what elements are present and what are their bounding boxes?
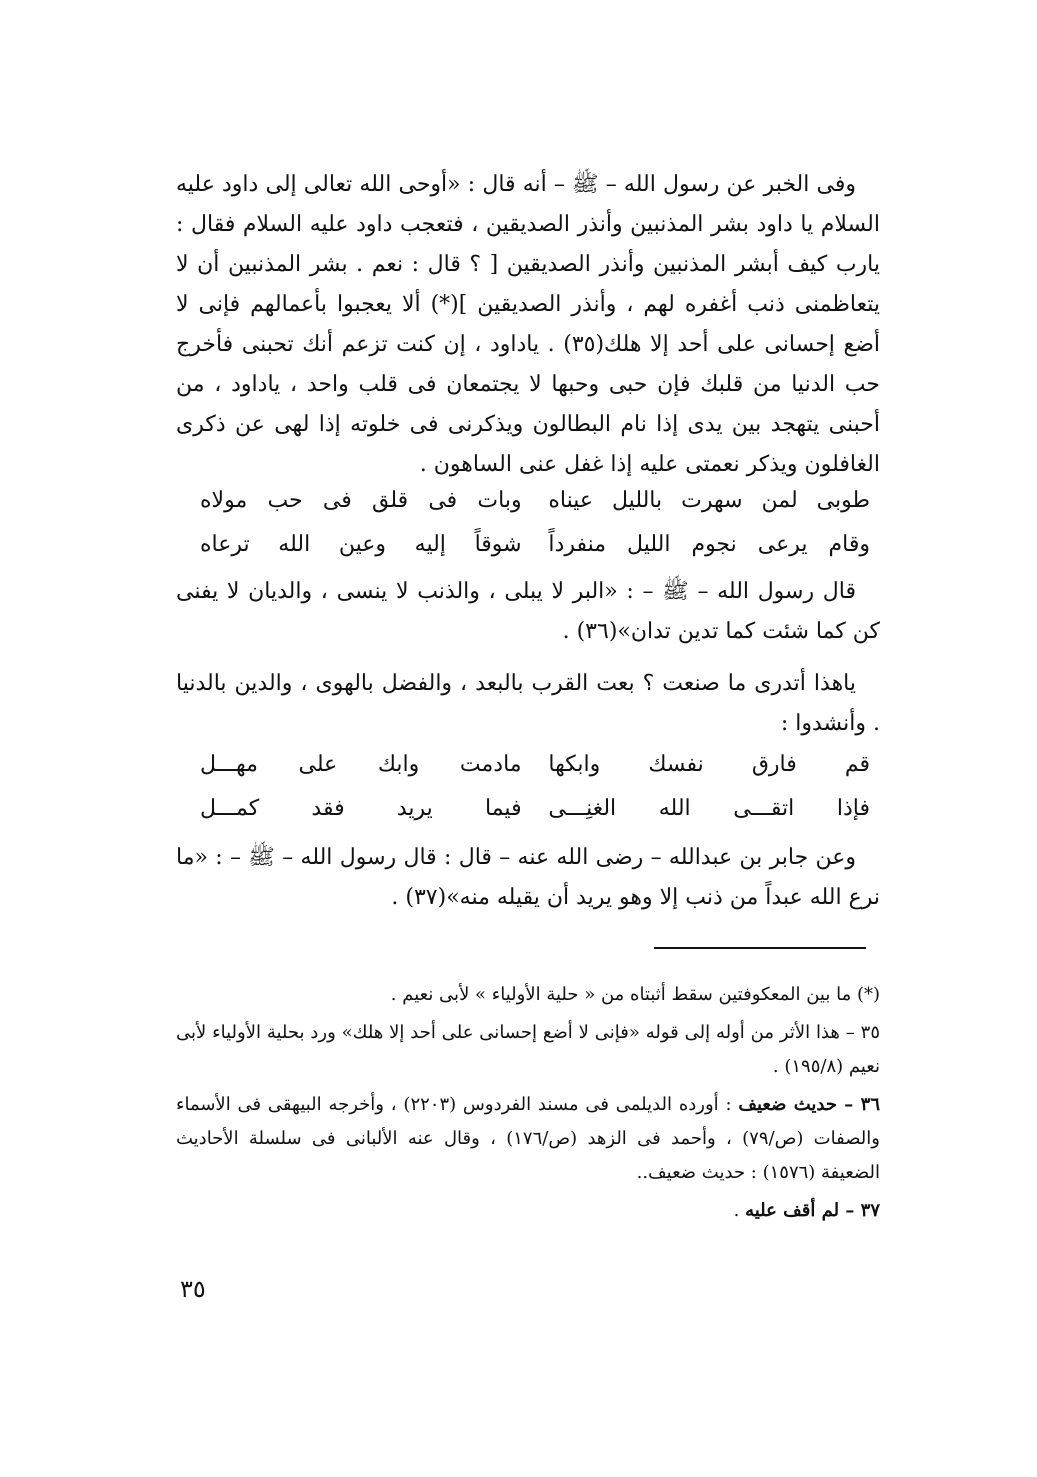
poem-2-verse-2-right: فإذا اتقـــى الله الغنِـــى (548, 795, 870, 821)
footnote-star: (*) ما بين المعكوفتين سقط أثبتاه من « حلية الأولياء » لأبى نعيم . (390, 984, 880, 1005)
paragraph-birr-hadith: قال رسول الله – ﷺ – : «البر لا يبلى ، والذنب لا ينسى ، والديان لا يفنى كن كما شئت كما تدين تدان»(٣٦) . (176, 579, 880, 644)
footnote-36 (176, 1088, 880, 1190)
poem-1-verse-2-right: وقام يرعى نجوم الليل منفرداً (548, 531, 870, 557)
footnote-36-label: ٣٦ – حديث ضعيف (738, 1094, 880, 1115)
poem-1-verse-1-left: وبات فى قلق فى حب مولاه (200, 487, 522, 513)
main-paragraph-1 (176, 165, 880, 485)
paragraph-jabir-hadith: وعن جابر بن عبدالله – رضى الله عنه – قال : قال رسول الله – ﷺ – : «ما نرع الله عبداً من ذنب إلا وهو يريد أن يقيله منه»(٣٧) . (176, 845, 880, 910)
main-paragraph-2 (176, 572, 880, 652)
poem-2 (200, 742, 870, 830)
poem-1-verse-1-right: طوبى لمن سهرت بالليل عيناه (548, 487, 870, 513)
footnote-37 (176, 1194, 880, 1228)
footnote-35: ٣٥ – هذا الأثر من أوله إلى قوله «فإنى لا أضع إحسانى على أحد إلا هلك» ورد بحلية الأولياء لأبى نعيم (١٩٥/٨) . (176, 1022, 880, 1077)
poem-1 (200, 478, 870, 566)
poem-2-verse-2-left: فيما يريد فقد كمـــل (200, 795, 522, 821)
poem-1-verse-2 (200, 522, 870, 566)
poem-2-verse-1 (200, 742, 870, 786)
page-number: ٣٥ (180, 1275, 206, 1303)
footnotes (176, 978, 880, 1232)
poem-2-verse-2 (200, 786, 870, 830)
poem-2-verse-1-right: قم فارق نفسك وابكها (548, 751, 870, 777)
main-paragraph-3 (176, 664, 880, 744)
poem-1-verse-1 (200, 478, 870, 522)
footnote-37-label: ٣٧ – لم أقف عليه (745, 1200, 880, 1221)
paragraph-ya-hadha: ياهذا أتدرى ما صنعت ؟ بعت القرب بالبعد ، والفضل بالهوى ، والدين بالدنيا . وأنشدوا : (176, 671, 880, 736)
footnote-37-text: . (733, 1200, 746, 1221)
poem-1-verse-2-left: شوقاً إليه وعين الله ترعاه (200, 531, 522, 557)
main-paragraph-4 (176, 838, 880, 918)
paragraph-hadith-dawud: وفى الخبر عن رسول الله – ﷺ – أنه قال : «أوحى الله تعالى إلى داود عليه السلام يا داود بشر المذنبين وأنذر الصديقين ، فتعجب داود عليه السلام فقال : يارب كيف أبشر المذنبين وأنذر الصديقين [ ؟ قال : نعم . بشر المذنبين أن لا يتعاظمنى ذنب أغفره لهم ، وأنذر الصديقين ](*) ألا يعجبوا بأعمالهم فإنى لا أضع إحسانى على أحد إلا هلك(٣٥) . ياداود ، إن كنت تزعم أنك تحبنى فأخرج حب الدنيا من قلبك فإن حبى وحبها لا يجتمعان فى قلب واحد ، ياداود ، من أحبنى يتهجد بين يدى إذا نام البطالون ويذكرنى فى خلوته إذا لهى عن ذكرى الغافلون ويذكر نعمتى عليه إذا غفل عنى الساهون . (176, 172, 881, 477)
footnote-separator (654, 947, 866, 949)
poem-2-verse-1-left: مادمت وابك على مهـــل (200, 751, 522, 777)
footnote-36-text: : أورده الديلمى فى مسند الفردوس (٢٢٠٣) ، وأخرجه البيهقى فى الأسماء والصفات (ص/٧٩) ، وأحمد فى الزهد (ص/١٧٦) ، وقال عنه الألبانى فى سلسلة الأحاديث الضعيفة (١٥٧٦) : حديث ضعيف.. (176, 1094, 880, 1183)
